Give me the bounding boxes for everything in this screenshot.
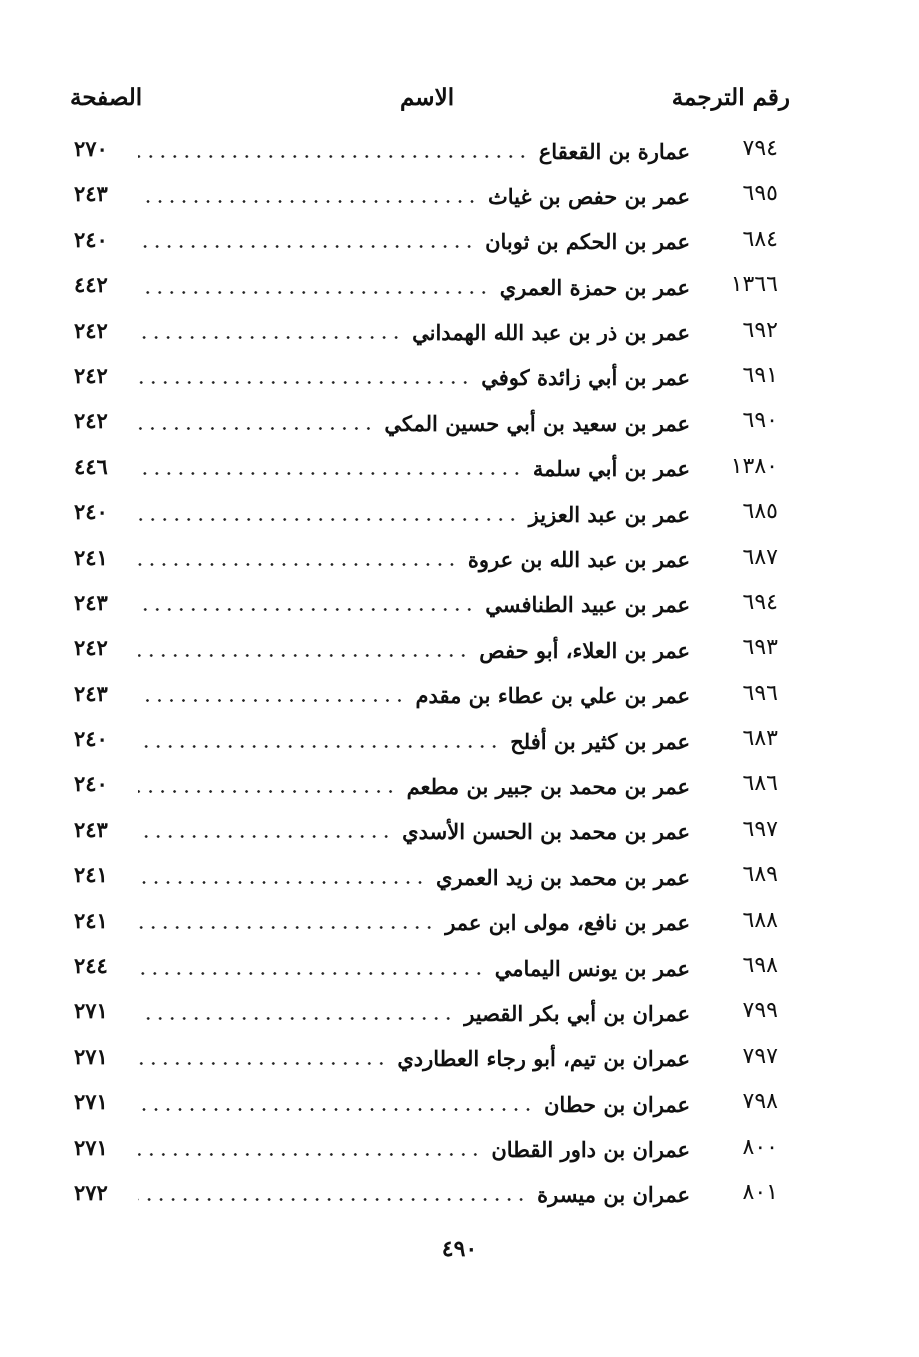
dot-leader <box>138 563 458 566</box>
entry-number: ٦٨٣ <box>742 726 778 752</box>
entry-name: عمر بن الحكم بن ثوبان <box>485 229 690 255</box>
entry-name-cell <box>138 724 690 758</box>
index-entry-row <box>60 1129 790 1174</box>
entry-number: ٦٩٤ <box>742 589 778 615</box>
entry-name: عمر بن أبي سلمة <box>532 456 690 482</box>
entry-number: ٧٩٨ <box>742 1089 778 1115</box>
entry-name-cell <box>138 906 690 940</box>
index-entry-row <box>60 856 790 901</box>
dot-leader <box>138 1153 481 1156</box>
entry-name-cell <box>138 951 690 985</box>
entry-number: ٦٩٦ <box>742 680 778 706</box>
name-header: الاسم <box>400 84 455 111</box>
entry-name: عمر بن نافع، مولى ابن عمر <box>445 910 690 936</box>
entry-name: عمر بن أبي زائدة كوفي <box>481 365 690 391</box>
entry-page: ٢٤٣ <box>74 680 108 706</box>
entry-number: ٦٨٦ <box>742 771 778 797</box>
index-entry-row <box>60 357 790 402</box>
entry-name: عمران بن تيم، أبو رجاء العطاردي <box>397 1046 690 1072</box>
entry-page: ٢٤١ <box>74 907 108 933</box>
entry-page: ٢٧١ <box>74 1043 108 1069</box>
index-entry-row <box>60 175 790 220</box>
dot-leader <box>138 518 519 521</box>
index-entry-row <box>60 539 790 584</box>
entry-page: ٢٤٠ <box>74 499 108 525</box>
entry-page: ٢٤٠ <box>74 771 108 797</box>
dot-leader <box>138 155 529 158</box>
entry-name-cell <box>138 316 690 350</box>
entry-number: ٦٨٩ <box>742 862 778 888</box>
entry-page: ٢٤٢ <box>74 362 108 388</box>
entry-name-cell <box>138 361 690 395</box>
entry-page: ٢٤١ <box>74 862 108 888</box>
dot-leader <box>138 608 475 611</box>
dot-leader <box>138 926 435 929</box>
entry-page: ٤٤٢ <box>74 272 108 298</box>
dot-leader <box>138 336 402 339</box>
dot-leader <box>138 1017 454 1020</box>
index-entry-row <box>60 584 790 629</box>
entry-name: عمر بن عبد العزيز <box>528 501 690 527</box>
index-entry-row <box>60 992 790 1037</box>
entry-number: ٦٨٧ <box>742 544 778 570</box>
page-header: الصفحة <box>70 84 143 111</box>
entry-name: عمران بن أبي بكر القصير <box>464 1000 690 1026</box>
entry-number: ٦٩٧ <box>742 816 778 842</box>
index-entry-row <box>60 947 790 992</box>
index-entry-row <box>60 266 790 311</box>
entry-name: عمران بن داور القطان <box>491 1137 690 1163</box>
index-entry-row <box>60 312 790 357</box>
entry-page: ٢٤٠ <box>74 726 108 752</box>
dot-leader <box>138 427 374 430</box>
index-entry-row <box>60 720 790 765</box>
dot-leader <box>138 291 490 294</box>
page-number: ٤٩٠ <box>441 1236 478 1262</box>
dot-leader <box>138 1062 387 1065</box>
index-entry-row <box>60 221 790 266</box>
entry-name: عمران بن حطان <box>544 1091 690 1117</box>
entry-name-cell <box>138 860 690 894</box>
entry-name-cell <box>138 1087 690 1121</box>
entry-number: ٦٨٨ <box>742 907 778 933</box>
entry-page: ٢٤٣ <box>74 181 108 207</box>
entry-name-cell <box>138 452 690 486</box>
entry-name-cell <box>138 179 690 213</box>
entry-name-cell <box>138 1178 690 1212</box>
entry-page: ٢٧٢ <box>74 1179 108 1205</box>
entry-name-cell <box>138 134 690 168</box>
entry-name: عمر بن عبيد الطنافسي <box>485 592 690 618</box>
index-entry-row <box>60 1083 790 1128</box>
index-entry-row <box>60 402 790 447</box>
entry-name: عمر بن كثير بن أفلح <box>510 728 690 754</box>
entry-page: ٢٤٤ <box>74 953 108 979</box>
entry-name-cell <box>138 543 690 577</box>
index-entries <box>60 130 790 1219</box>
entry-page: ٢٤٢ <box>74 317 108 343</box>
entry-name: عمر بن محمد بن زيد العمري <box>436 864 690 890</box>
entry-page: ٢٧١ <box>74 998 108 1024</box>
dot-leader <box>138 654 469 657</box>
index-entry-row <box>60 765 790 810</box>
entry-name: عمر بن سعيد بن أبي حسين المكي <box>384 410 690 436</box>
entry-name: عمر بن العلاء، أبو حفص <box>479 637 690 663</box>
entry-page: ٢٧١ <box>74 1134 108 1160</box>
entry-name-cell <box>138 769 690 803</box>
entry-number: ٦٩٥ <box>742 181 778 207</box>
entry-name-cell <box>138 497 690 531</box>
entry-number: ٧٩٩ <box>742 998 778 1024</box>
entry-name-cell <box>138 633 690 667</box>
entry-number: ٧٩٧ <box>742 1043 778 1069</box>
entry-number: ٦٩٣ <box>742 635 778 661</box>
entry-name: عمر بن حفص بن غياث <box>488 183 690 209</box>
entry-page: ٢٤٢ <box>74 408 108 434</box>
entry-page: ٢٤١ <box>74 544 108 570</box>
entry-page: ٢٧٠ <box>74 136 108 161</box>
entry-name-cell <box>138 588 690 622</box>
entry-number: ٨٠١ <box>742 1179 778 1205</box>
entry-name-cell <box>138 996 690 1030</box>
entry-number: ٧٩٤ <box>742 136 778 161</box>
column-headers <box>60 84 790 124</box>
entry-number: ٦٩٠ <box>742 408 778 434</box>
dot-leader <box>138 1198 527 1201</box>
dot-leader <box>138 972 485 975</box>
entry-name-cell <box>138 679 690 713</box>
entry-page: ٤٤٦ <box>74 453 108 479</box>
entry-name: عمر بن محمد بن الحسن الأسدي <box>402 819 690 845</box>
dot-leader <box>138 790 397 793</box>
dot-leader <box>138 699 405 702</box>
index-entry-row <box>60 493 790 538</box>
entry-name: عمر بن علي بن عطاء بن مقدم <box>415 683 690 709</box>
entry-number: ٦٨٤ <box>742 226 778 252</box>
entry-name-cell <box>138 815 690 849</box>
dot-leader <box>138 881 426 884</box>
entry-name: عمر بن محمد بن جبير بن مطعم <box>406 773 690 799</box>
index-entry-row <box>60 811 790 856</box>
entry-number: ٦٩٨ <box>742 953 778 979</box>
entry-number: ٨٠٠ <box>742 1134 778 1160</box>
entry-name-cell <box>138 406 690 440</box>
index-entry-row <box>60 448 790 493</box>
entry-number: ٦٨٥ <box>742 499 778 525</box>
entry-name: عمر بن ذر بن عبد الله الهمداني <box>412 320 690 346</box>
index-entry-row <box>60 1038 790 1083</box>
index-entry-row <box>60 1174 790 1219</box>
entry-number: ٦٩٢ <box>742 317 778 343</box>
dot-leader <box>138 200 478 203</box>
dot-leader <box>138 1108 534 1111</box>
entry-name-cell <box>138 1042 690 1076</box>
dot-leader <box>138 245 475 248</box>
index-entry-row <box>60 675 790 720</box>
dot-leader <box>138 745 500 748</box>
dot-leader <box>138 472 523 475</box>
dot-leader <box>138 835 392 838</box>
entry-name: عمر بن عبد الله بن عروة <box>467 547 690 573</box>
entry-name-cell <box>138 225 690 259</box>
dot-leader <box>138 381 471 384</box>
entry-page: ٢٤٣ <box>74 816 108 842</box>
entry-number-header: رقم الترجمة <box>671 84 790 111</box>
entry-name: عمارة بن القعقاع <box>538 138 690 164</box>
entry-number: ٦٩١ <box>742 362 778 388</box>
entry-page: ٢٧١ <box>74 1089 108 1115</box>
index-entry-row <box>60 130 790 175</box>
index-entry-row <box>60 629 790 674</box>
entry-name: عمر بن يونس اليمامي <box>494 955 690 981</box>
entry-page: ٢٤٢ <box>74 635 108 661</box>
entry-number: ١٣٨٠ <box>730 453 778 479</box>
entry-number: ١٣٦٦ <box>730 272 778 298</box>
index-entry-row <box>60 902 790 947</box>
entry-name: عمران بن ميسرة <box>537 1182 690 1208</box>
entry-name: عمر بن حمزة العمري <box>499 274 690 300</box>
entry-name-cell <box>138 270 690 304</box>
entry-name-cell <box>138 1133 690 1167</box>
entry-page: ٢٤٣ <box>74 589 108 615</box>
entry-page: ٢٤٠ <box>74 226 108 252</box>
